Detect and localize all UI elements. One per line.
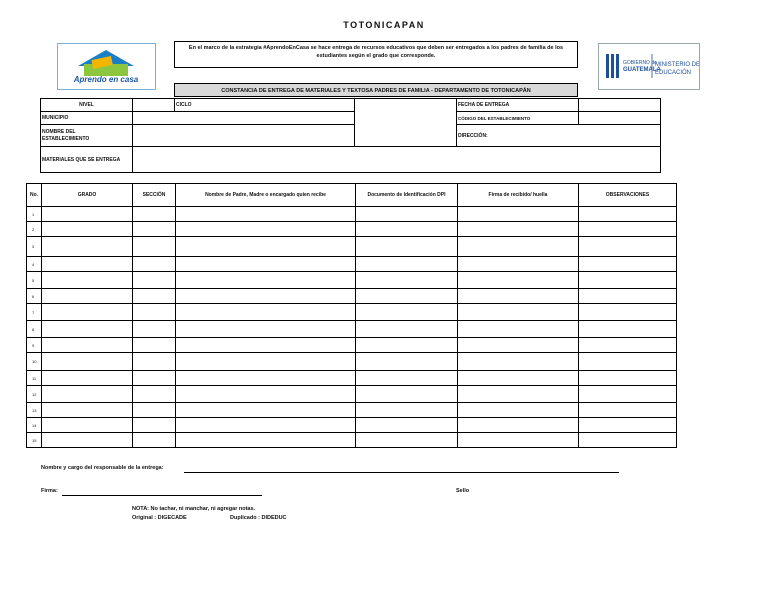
grado-cell[interactable]: [42, 321, 133, 338]
original-text: Original : DIGECADE: [132, 515, 187, 521]
observaciones-cell[interactable]: [579, 321, 677, 338]
seccion-cell[interactable]: [133, 257, 176, 272]
observaciones-cell[interactable]: [579, 237, 677, 257]
header-grado: GRADO: [42, 184, 133, 207]
constancia-header: CONSTANCIA DE ENTREGA DE MATERIALES Y TEXTOSA PADRES DE FAMILIA - DEPARTAMENTO DE TOTONICAPÁN: [174, 83, 578, 97]
table-header-row: [27, 184, 677, 207]
observaciones-cell[interactable]: [579, 207, 677, 222]
row-number: 5: [27, 272, 42, 289]
seccion-cell[interactable]: [133, 338, 176, 353]
row-number: 6: [27, 289, 42, 304]
grado-cell[interactable]: [42, 237, 133, 257]
table-row: [27, 371, 677, 386]
observaciones-cell[interactable]: [579, 272, 677, 289]
observaciones-cell[interactable]: [579, 304, 677, 321]
nombre-label-line-2: ESTABLECIMIENTO: [42, 135, 90, 142]
firma-cell[interactable]: [458, 289, 579, 304]
grado-cell[interactable]: [42, 289, 133, 304]
nombre-cell[interactable]: [176, 418, 356, 433]
seccion-cell[interactable]: [133, 386, 176, 403]
nombre-cell[interactable]: [176, 222, 356, 237]
grado-cell[interactable]: [42, 433, 133, 448]
nivel-label: NIVEL: [41, 99, 133, 112]
nombre-cell[interactable]: [176, 353, 356, 371]
observaciones-cell[interactable]: [579, 433, 677, 448]
nombre-cell[interactable]: [176, 304, 356, 321]
table-row: [27, 257, 677, 272]
row-number: 12: [27, 386, 42, 403]
table-row: [27, 321, 677, 338]
gov-line-2: GUATEMALA: [623, 67, 661, 73]
grado-cell[interactable]: [42, 222, 133, 237]
duplicado-text: Duplicado : DIDEDUC: [230, 515, 287, 521]
row-number: 14: [27, 418, 42, 433]
dpi-cell[interactable]: [356, 207, 458, 222]
nombre-cell[interactable]: [176, 237, 356, 257]
ministry-line-1: MINISTERIO DE: [655, 62, 699, 68]
dpi-cell[interactable]: [356, 403, 458, 418]
table-row: [27, 433, 677, 448]
nombre-cell[interactable]: [176, 433, 356, 448]
dpi-cell[interactable]: [356, 289, 458, 304]
nombre-cell[interactable]: [176, 289, 356, 304]
nombre-label-line-1: NOMBRE DEL: [42, 129, 76, 136]
grado-cell[interactable]: [42, 386, 133, 403]
gov-line-1: GOBIERNO de: [623, 60, 657, 66]
aprendo-en-casa-logo: [57, 43, 156, 90]
observaciones-cell[interactable]: [579, 222, 677, 237]
table-row: [27, 237, 677, 257]
row-number: 10: [27, 353, 42, 371]
table-row: [27, 338, 677, 353]
firma-cell[interactable]: [458, 237, 579, 257]
ciclo-label: CICLO: [175, 99, 355, 112]
dpi-cell[interactable]: [356, 304, 458, 321]
firma-cell[interactable]: [458, 207, 579, 222]
firma-cell[interactable]: [458, 272, 579, 289]
row-number: 7: [27, 304, 42, 321]
firma-cell[interactable]: [458, 222, 579, 237]
mineduc-emblem-icon: [599, 44, 699, 89]
seccion-cell[interactable]: [133, 237, 176, 257]
nombre-cell[interactable]: [176, 403, 356, 418]
grado-cell[interactable]: [42, 338, 133, 353]
seccion-cell[interactable]: [133, 207, 176, 222]
fecha-label: FECHA DE ENTREGA: [457, 99, 579, 112]
row-number: 1: [27, 207, 42, 222]
materiales-value[interactable]: [133, 147, 661, 173]
page-title: TOTONICAPAN: [343, 20, 425, 30]
table-row: [27, 304, 677, 321]
row-number: 11: [27, 371, 42, 386]
row-number: 3: [27, 237, 42, 257]
firma-line[interactable]: [62, 488, 262, 496]
nombre-cell[interactable]: [176, 371, 356, 386]
nota-text: NOTA: No tachar, ni manchar, ni agregar notas.: [132, 506, 256, 512]
firma-cell[interactable]: [458, 321, 579, 338]
dpi-cell[interactable]: [356, 222, 458, 237]
intro-line-2: estudiantes según el grado que corresponde.: [316, 52, 436, 59]
header-dpi: Documento de Identificación DPI: [356, 184, 458, 207]
row-number: 4: [27, 257, 42, 272]
grado-cell[interactable]: [42, 257, 133, 272]
responsable-line[interactable]: [184, 465, 619, 473]
nombre-cell[interactable]: [176, 338, 356, 353]
row-number: 8: [27, 321, 42, 338]
grado-cell[interactable]: [42, 403, 133, 418]
grado-cell[interactable]: [42, 272, 133, 289]
seccion-cell[interactable]: [133, 289, 176, 304]
grado-cell[interactable]: [42, 418, 133, 433]
municipio-label: MUNICIPIO: [41, 112, 133, 125]
seccion-cell[interactable]: [133, 272, 176, 289]
observaciones-cell[interactable]: [579, 386, 677, 403]
info-table: [40, 98, 661, 173]
grado-cell[interactable]: [42, 304, 133, 321]
dpi-cell[interactable]: [356, 338, 458, 353]
table-row: [27, 272, 677, 289]
logo-lettering: Aprendo en casa: [73, 75, 139, 84]
ministry-line-2: EDUCACIÓN: [655, 70, 692, 76]
nombre-value[interactable]: [133, 125, 355, 147]
firma-cell[interactable]: [458, 418, 579, 433]
header-observaciones: OBSERVACIONES: [579, 184, 677, 207]
row-number: 13: [27, 403, 42, 418]
fecha-value[interactable]: [579, 99, 661, 112]
row-number: 9: [27, 338, 42, 353]
nombre-cell[interactable]: [176, 257, 356, 272]
firma-cell[interactable]: [458, 304, 579, 321]
header-firma: Firma de recibido/ huella: [458, 184, 579, 207]
codigo-value[interactable]: [579, 112, 661, 125]
dpi-cell[interactable]: [356, 371, 458, 386]
observaciones-cell[interactable]: [579, 257, 677, 272]
table-row: [27, 403, 677, 418]
grado-cell[interactable]: [42, 353, 133, 371]
row-number: 15: [27, 433, 42, 448]
dpi-cell[interactable]: [356, 257, 458, 272]
dpi-cell[interactable]: [356, 433, 458, 448]
codigo-label: CÓDIGO DEL ESTABLECIMIENTO: [457, 112, 579, 125]
table-row: [27, 353, 677, 371]
observaciones-cell[interactable]: [579, 289, 677, 304]
seccion-cell[interactable]: [133, 418, 176, 433]
municipio-value[interactable]: [133, 112, 355, 125]
dpi-cell[interactable]: [356, 321, 458, 338]
seccion-cell[interactable]: [133, 371, 176, 386]
seccion-cell[interactable]: [133, 304, 176, 321]
observaciones-cell[interactable]: [579, 338, 677, 353]
firma-cell[interactable]: [458, 403, 579, 418]
firma-cell[interactable]: [458, 257, 579, 272]
firma-label: Firma:: [41, 488, 58, 494]
intro-line-1: En el marco de la estrategia #AprendoEnCasa se hace entrega de recursos educativos que deben ser entregados a los padres de familia de los: [188, 45, 564, 51]
dpi-cell[interactable]: [356, 237, 458, 257]
nombre-cell[interactable]: [176, 386, 356, 403]
observaciones-cell[interactable]: [579, 403, 677, 418]
table-row: [27, 386, 677, 403]
seccion-cell[interactable]: [133, 433, 176, 448]
firma-cell[interactable]: [458, 386, 579, 403]
sello-label: Sello: [456, 488, 470, 494]
firma-cell[interactable]: [458, 433, 579, 448]
nombre-label: [41, 125, 133, 147]
nivel-value[interactable]: [133, 99, 175, 112]
header-no: No.: [27, 184, 42, 207]
delivery-table: [26, 183, 677, 448]
firma-cell[interactable]: [458, 338, 579, 353]
ciclo-value[interactable]: [355, 99, 457, 147]
observaciones-cell[interactable]: [579, 353, 677, 371]
dpi-cell[interactable]: [356, 272, 458, 289]
table-row: [27, 289, 677, 304]
nombre-cell[interactable]: [176, 272, 356, 289]
nombre-cell[interactable]: [176, 207, 356, 222]
dpi-cell[interactable]: [356, 353, 458, 371]
seccion-cell[interactable]: [133, 353, 176, 371]
table-row: [27, 222, 677, 237]
seccion-cell[interactable]: [133, 403, 176, 418]
firma-cell[interactable]: [458, 371, 579, 386]
observaciones-cell[interactable]: [579, 418, 677, 433]
firma-cell[interactable]: [458, 353, 579, 371]
observaciones-cell[interactable]: [579, 371, 677, 386]
table-row: [27, 207, 677, 222]
grado-cell[interactable]: [42, 371, 133, 386]
header-seccion: SECCIÓN: [133, 184, 176, 207]
grado-cell[interactable]: [42, 207, 133, 222]
dpi-cell[interactable]: [356, 386, 458, 403]
direccion-label: DIRECCIÓN:: [457, 125, 661, 147]
seccion-cell[interactable]: [133, 222, 176, 237]
house-logo-icon: [58, 44, 155, 89]
seccion-cell[interactable]: [133, 321, 176, 338]
intro-box: [174, 41, 578, 68]
nombre-cell[interactable]: [176, 321, 356, 338]
table-row: [27, 418, 677, 433]
dpi-cell[interactable]: [356, 418, 458, 433]
row-number: 2: [27, 222, 42, 237]
mineduc-logo: [598, 43, 700, 90]
materiales-label: MATERIALES QUE SE ENTREGA: [41, 147, 133, 173]
responsable-label: Nombre y cargo del responsable de la entrega:: [41, 465, 164, 471]
header-nombre: Nombre de Padre, Madre o encargado quien recibe: [176, 184, 356, 207]
